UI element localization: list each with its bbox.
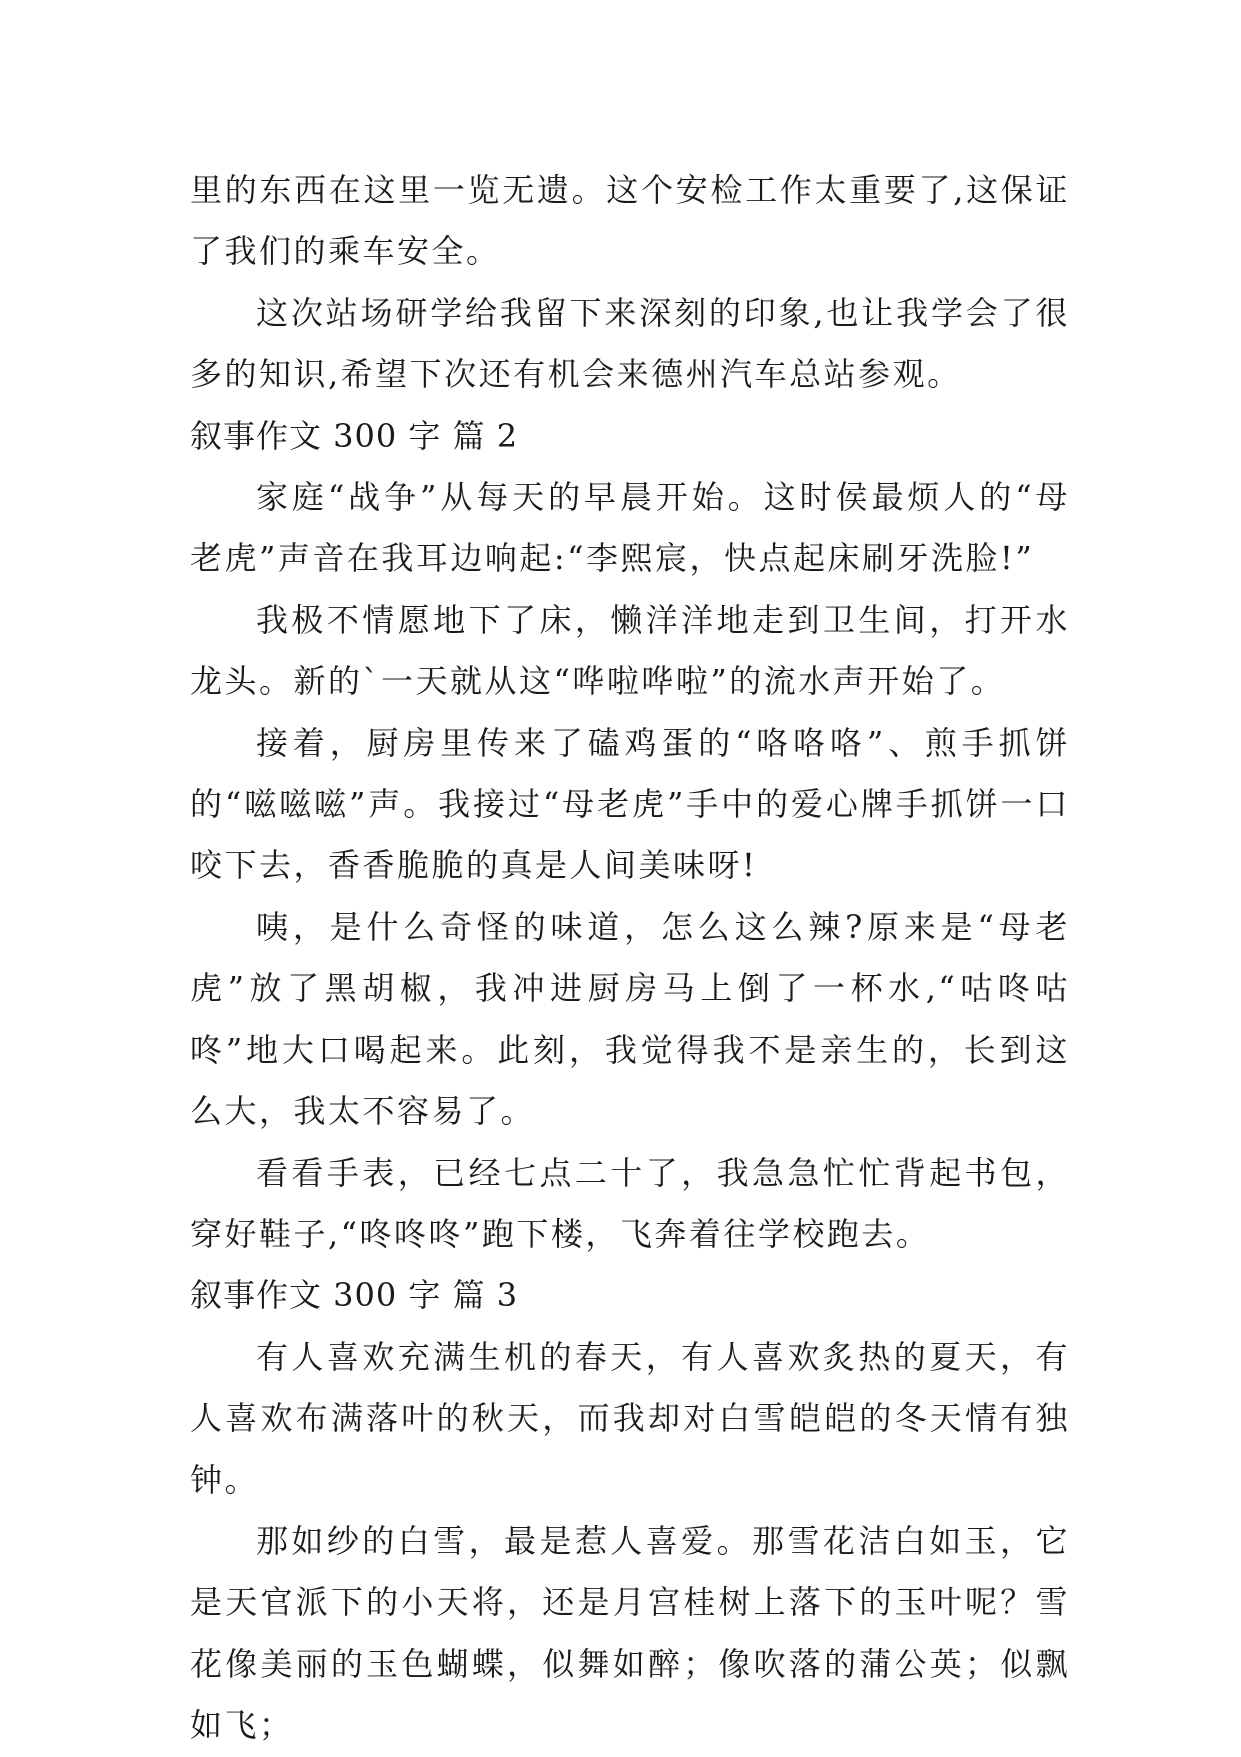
paragraph-4: 我极不情愿地下了床，懒洋洋地走到卫生间，打开水龙头。新的`一天就从这“哗啦哗啦”的流水声开始了。 <box>190 600 1070 701</box>
paragraph-6: 咦，是什么奇怪的味道，怎么这么辣?原来是“母老虎”放了黑胡椒，我冲进厨房马上倒了一杯水,“咕咚咕咚”地大口喝起来。此刻，我觉得我不是亲生的，长到这么大，我太不容易了。 <box>190 907 1070 1131</box>
paragraph-1: 里的东西在这里一览无遗。这个安检工作太重要了,这保证了我们的乘车安全。 <box>190 171 1070 271</box>
paragraph-9: 那如纱的白雪，最是惹人喜爱。那雪花洁白如玉，它是天官派下的小天将，还是月宫桂树上落下的玉叶呢？雪花像美丽的玉色蝴蝶，似舞如醉；像吹落的蒲公英；似飘如飞； <box>190 1521 1070 1745</box>
section-heading-3: 叙事作文 300 字 篇 3 <box>190 1276 519 1315</box>
section-heading-2: 叙事作文 300 字 篇 2 <box>190 416 519 455</box>
paragraph-8: 有人喜欢充满生机的春天，有人喜欢炙热的夏天，有人喜欢布满落叶的秋天，而我却对白雪皑皑的冬天情有独钟。 <box>190 1337 1070 1499</box>
document-body <box>190 160 1070 1757</box>
paragraph-3: 家庭“战争”从每天的早晨开始。这时侯最烦人的“母老虎”声音在我耳边响起:“李熙宸，快点起床刷牙洗脸!” <box>190 478 1070 578</box>
paragraph-5: 接着，厨房里传来了磕鸡蛋的“咯咯咯”、煎手抓饼的“嗞嗞嗞”声。我接过“母老虎”手中的爱心牌手抓饼一口咬下去，香香脆脆的真是人间美味呀! <box>190 723 1070 885</box>
paragraph-2: 这次站场研学给我留下来深刻的印象,也让我学会了很多的知识,希望下次还有机会来德州汽车总站参观。 <box>190 293 1070 394</box>
paragraph-7: 看看手表，已经七点二十了，我急急忙忙背起书包，穿好鞋子,“咚咚咚”跑下楼，飞奔着往学校跑去。 <box>190 1153 1070 1253</box>
